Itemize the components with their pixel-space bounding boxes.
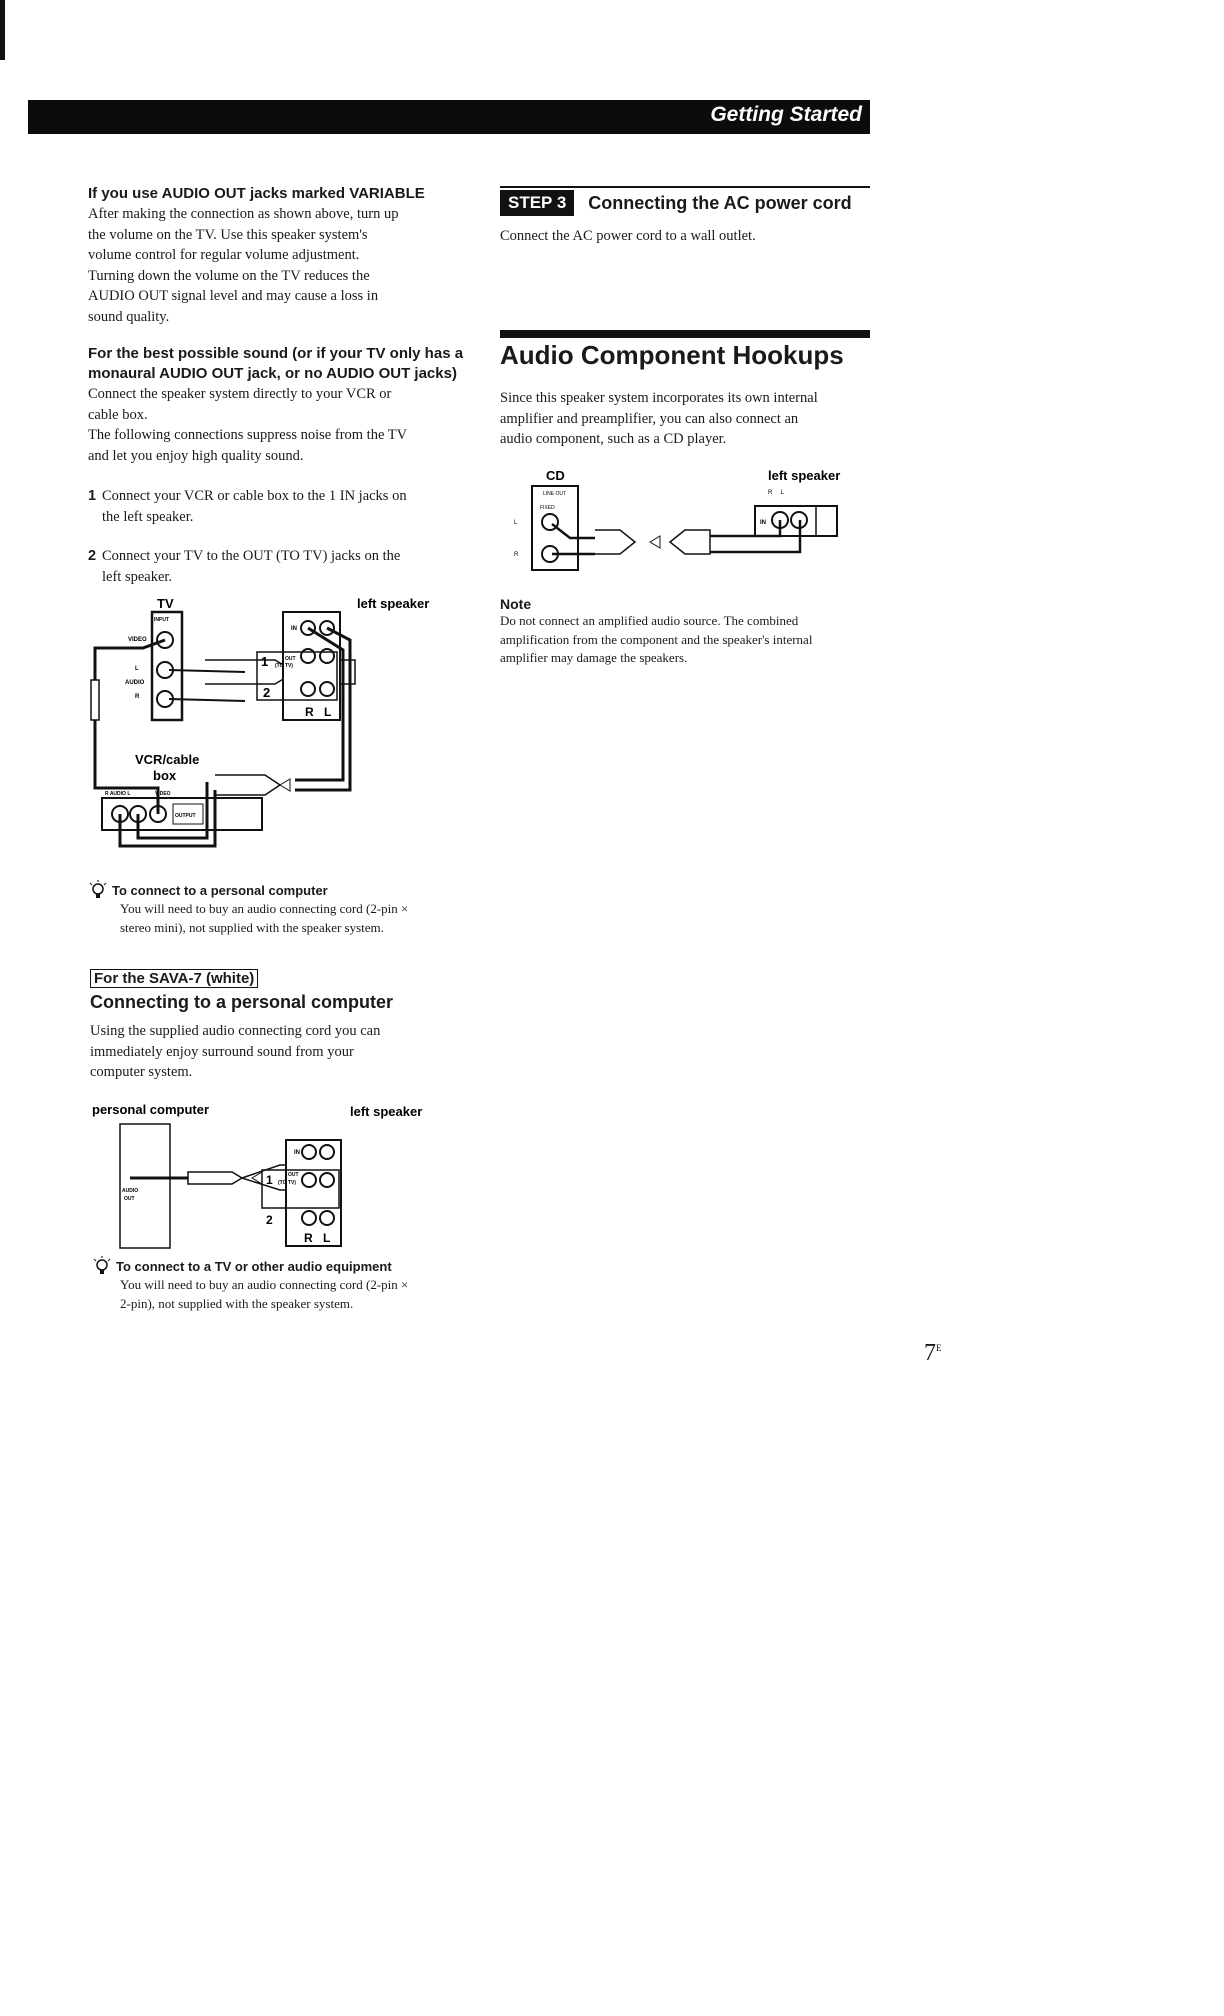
text-line: You will need to buy an audio connecting cord (2-pin ×	[120, 1277, 409, 1292]
step-list-1	[88, 486, 478, 527]
audio-label: AUDIO	[125, 680, 145, 686]
plug-outline	[188, 1172, 242, 1184]
note-section	[500, 596, 880, 668]
plug-outline	[670, 530, 710, 554]
page-number	[924, 1340, 942, 1367]
best-body	[88, 384, 478, 466]
plug-outline	[215, 775, 280, 795]
text-line: the left speaker.	[102, 508, 194, 525]
audio-body	[500, 388, 880, 450]
l-label: L	[135, 666, 139, 672]
variable-section	[88, 184, 468, 327]
tip-personal-computer	[88, 880, 468, 937]
text-line: Connect your TV to the OUT (TO TV) jacks on the	[102, 548, 401, 564]
header-bar	[28, 100, 870, 134]
step3-rule	[500, 186, 870, 188]
tv-label: TV	[157, 596, 174, 611]
text-line: computer system.	[90, 1064, 193, 1080]
section-title: Connecting to a personal computer	[90, 992, 394, 1012]
text-line: volume control for regular volume adjustment.	[88, 247, 360, 263]
cd-label: CD	[546, 468, 565, 483]
l-channel-label: L	[324, 705, 332, 719]
text-line: audio component, such as a CD player.	[500, 431, 727, 447]
text-line: and let you enjoy high quality sound.	[88, 447, 304, 464]
out-label: OUT	[124, 1196, 135, 1202]
page-number-value: 7	[924, 1340, 936, 1366]
channel-2-label: 2	[266, 1213, 273, 1227]
best-heading-line: For the best possible sound (or if your TV only has a	[88, 345, 464, 362]
lightbulb-icon	[92, 1256, 112, 1276]
cd-hookup-diagram	[510, 466, 870, 576]
output-label: OUTPUT	[175, 813, 196, 819]
tip-title: To connect to a personal computer	[112, 882, 328, 898]
channel-1-label: 1	[266, 1173, 273, 1187]
in-label: IN	[294, 1150, 300, 1156]
tip-body	[120, 900, 468, 937]
channel-1-label: 1	[261, 654, 269, 669]
r-l-label: R L	[768, 490, 785, 496]
step-number: 2	[88, 548, 97, 564]
step3-text: Connect the AC power cord to a wall outlet.	[500, 228, 756, 244]
tip-header	[92, 1256, 472, 1276]
text-line: Turning down the volume on the TV reduces the	[88, 267, 370, 284]
tv-panel	[152, 612, 182, 720]
text-line: sound quality.	[88, 308, 170, 325]
input-label: INPUT	[154, 617, 169, 623]
variable-body	[88, 204, 468, 327]
section-body	[90, 1021, 470, 1083]
pc-hookup-diagram	[92, 1100, 452, 1250]
tip-body	[120, 1276, 472, 1313]
binding-mark	[0, 0, 5, 60]
section-rule	[500, 330, 870, 338]
audio-label: AUDIO	[122, 1188, 139, 1194]
step-number: 1	[88, 488, 97, 504]
text-line: left speaker.	[102, 568, 173, 585]
section-title: Audio Component Hookups	[500, 340, 844, 370]
step-list-2	[88, 546, 478, 587]
header-title: Getting Started	[710, 103, 862, 126]
video-label-2: VIDEO	[155, 791, 171, 797]
text-line: Do not connect an amplified audio source. The combined	[500, 613, 799, 628]
pc-label: personal computer	[92, 1102, 210, 1117]
plug-outline	[595, 530, 635, 554]
text-line: immediately enjoy surround sound from your	[90, 1043, 354, 1060]
step-text	[102, 486, 407, 527]
r-audio-l-label: R AUDIO L	[105, 791, 131, 797]
left-speaker-label: left speaker	[350, 1104, 423, 1119]
l-channel-label: L	[323, 1231, 331, 1245]
video-plug	[91, 680, 99, 720]
arrow-icon	[280, 779, 290, 791]
to-tv-label: (TO TV)	[278, 1180, 296, 1186]
text-line: the volume on the TV. Use this speaker system's	[88, 226, 368, 243]
step3-header	[500, 190, 852, 216]
best-heading-line: monaural AUDIO OUT jack, or no AUDIO OUT jacks)	[88, 365, 457, 382]
left-speaker-label: left speaker	[768, 468, 841, 483]
pc-panel	[120, 1124, 170, 1248]
step-badge: STEP 3	[500, 190, 574, 216]
list-item	[88, 546, 478, 587]
in-label: IN	[291, 626, 297, 632]
text-line: stereo mini), not supplied with the speaker system.	[120, 919, 384, 935]
r-channel-label: R	[305, 705, 314, 719]
channel-2-label: 2	[263, 685, 271, 700]
variable-heading: If you use AUDIO OUT jacks marked VARIABLE	[88, 185, 425, 202]
line-out-label: LINE OUT	[543, 491, 567, 497]
tip-header	[88, 880, 468, 900]
note-title: Note	[500, 596, 532, 612]
note-body	[500, 612, 880, 668]
text-line: Since this speaker system incorporates its own internal	[500, 390, 818, 406]
text-line: 2-pin), not supplied with the speaker system.	[120, 1295, 354, 1311]
text-line: You will need to buy an audio connecting cord (2-pin ×	[120, 901, 409, 916]
r-channel-label: R	[304, 1231, 313, 1245]
left-speaker-label: left speaker	[357, 596, 430, 611]
text-line: AUDIO OUT signal level and may cause a loss in	[88, 288, 379, 304]
l-label: L	[514, 520, 518, 526]
r-label: R	[135, 694, 140, 700]
vcr-label-line2: box	[153, 768, 177, 783]
text-line: Connect your VCR or cable box to the 1 IN jacks on	[102, 488, 407, 504]
in-label: IN	[760, 520, 766, 526]
video-label: VIDEO	[128, 637, 147, 643]
tip-title: To connect to a TV or other audio equipment	[116, 1258, 392, 1274]
arrow-icon	[650, 536, 660, 548]
model-label: For the SAVA-7 (white)	[90, 969, 258, 988]
text-line: After making the connection as shown above, turn up	[88, 206, 399, 222]
text-line: amplification from the component and the speaker's internal	[500, 631, 813, 647]
text-line: The following connections suppress noise from the TV	[88, 427, 408, 443]
step-text	[102, 546, 400, 587]
sava-section	[90, 970, 470, 1083]
text-line: amplifier may damage the speakers.	[500, 650, 688, 665]
fixed-label: FIXED	[540, 505, 555, 511]
speaker-panel	[755, 506, 837, 536]
step-title: Connecting the AC power cord	[588, 192, 852, 213]
vcr-label-line1: VCR/cable	[135, 752, 200, 767]
tv-vcr-hookup-diagram	[95, 590, 455, 860]
out-label: OUT	[288, 1172, 299, 1178]
best-sound-section	[88, 344, 478, 466]
text-line: amplifier and preamplifier, you can also connect an	[500, 410, 799, 427]
r-label: R	[514, 552, 519, 558]
list-item	[88, 486, 478, 527]
out-label: OUT	[285, 656, 296, 662]
tip-tv-equipment	[92, 1256, 472, 1313]
page-number-suffix: E	[936, 1343, 942, 1353]
text-line: Connect the speaker system directly to your VCR or	[88, 386, 392, 402]
text-line: Using the supplied audio connecting cord you can	[90, 1023, 381, 1039]
lightbulb-icon	[88, 880, 108, 900]
to-tv-label: (TO TV)	[275, 663, 293, 669]
text-line: cable box.	[88, 406, 148, 423]
